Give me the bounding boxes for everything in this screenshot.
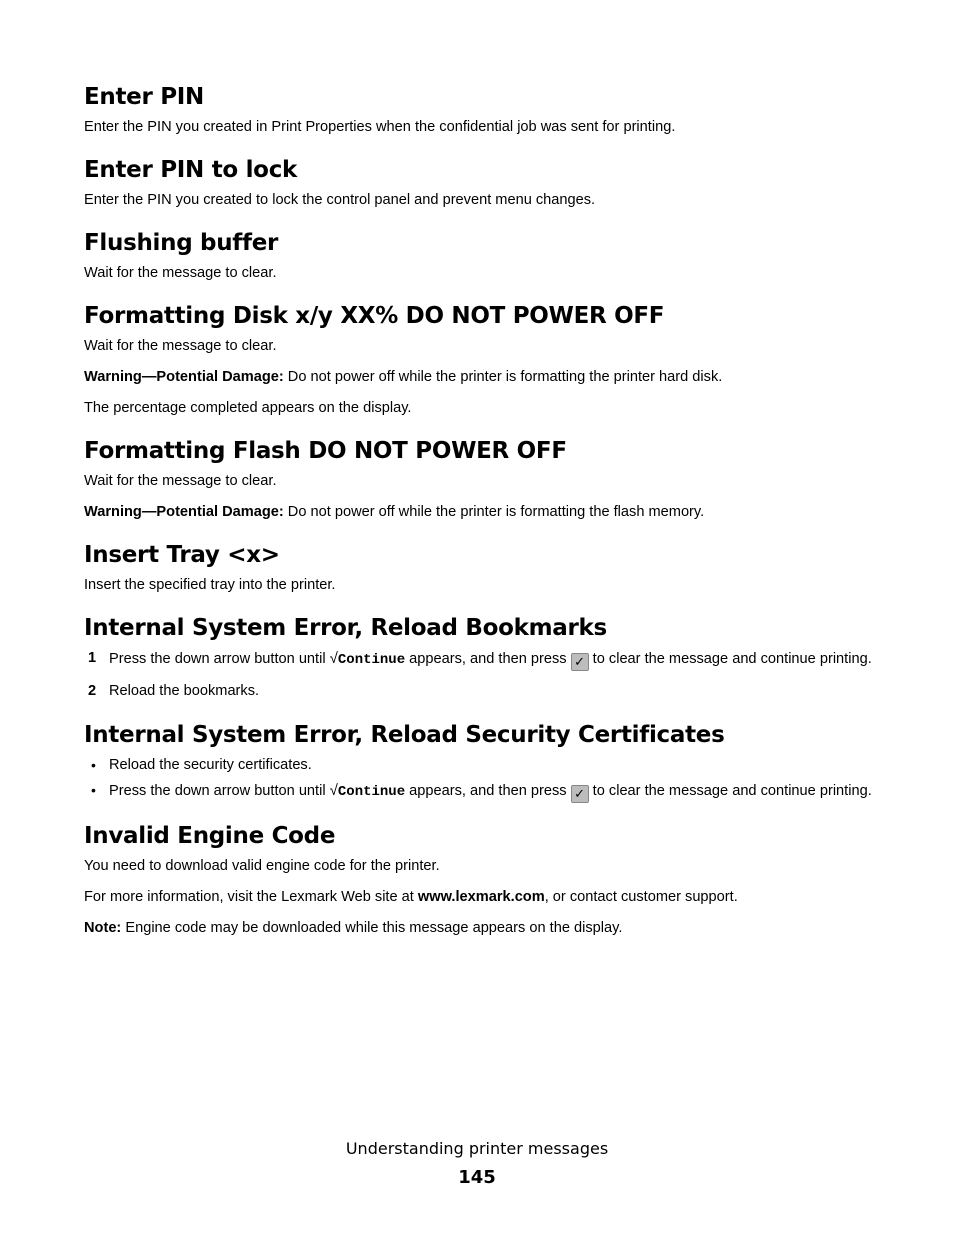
warning-paragraph [84, 367, 884, 387]
info-text: , or contact customer support. [544, 889, 738, 905]
continue-code: Continue [337, 784, 406, 800]
section-ise-bookmarks [84, 613, 884, 702]
page-footer [0, 1138, 954, 1188]
step-number: 2 [88, 683, 97, 699]
paragraph: Wait for the message to clear. [84, 338, 277, 354]
heading-insert-tray: Insert Tray <x> [84, 542, 280, 568]
note-text: Engine code may be downloaded while this message appears on the display. [121, 920, 623, 936]
checkmark-select-button-icon: ✓ [571, 785, 589, 803]
heading-ise-bookmarks: Internal System Error, Reload Bookmarks [84, 615, 607, 641]
continue-code: Continue [337, 652, 406, 668]
heading-formatting-disk: Formatting Disk x/y XX% DO NOT POWER OFF [84, 303, 665, 329]
section-enter-pin [84, 82, 884, 137]
paragraph: Enter the PIN you created to lock the control panel and prevent menu changes. [84, 192, 596, 208]
heading-formatting-flash: Formatting Flash DO NOT POWER OFF [84, 438, 567, 464]
paragraph: Insert the specified tray into the printer. [84, 577, 336, 593]
page-content [84, 82, 884, 956]
step-text: appears, and then press [405, 651, 571, 667]
heading-flushing-buffer: Flushing buffer [84, 230, 279, 256]
paragraph: Wait for the message to clear. [84, 265, 277, 281]
bullet-text: Reload the security certificates. [109, 757, 312, 773]
section-invalid-engine-code [84, 821, 884, 938]
section-formatting-flash [84, 436, 884, 522]
paragraph: Enter the PIN you created in Print Properties when the confidential job was sent for printing. [84, 119, 676, 135]
check-glyph: √ [329, 782, 338, 799]
info-paragraph [84, 887, 884, 907]
heading-enter-pin: Enter PIN [84, 84, 204, 110]
list-item [84, 681, 884, 702]
warning-text: Do not power off while the printer is formatting the printer hard disk. [283, 369, 723, 385]
paragraph: Wait for the message to clear. [84, 473, 277, 489]
section-formatting-disk [84, 301, 884, 418]
note-label: Note: [84, 920, 122, 936]
warning-label: Warning—Potential Damage: [84, 369, 284, 385]
bullet-text: to clear the message and continue printing. [588, 783, 872, 799]
list-item [84, 755, 884, 776]
warning-text: Do not power off while the printer is formatting the flash memory. [283, 504, 705, 520]
bullet-icon: • [91, 782, 96, 798]
step-text: Press the down arrow button until [109, 651, 330, 667]
list-item [84, 648, 884, 671]
section-insert-tray [84, 540, 884, 595]
heading-enter-pin-lock: Enter PIN to lock [84, 157, 298, 183]
steps-list [84, 648, 884, 702]
page-number: 145 [458, 1167, 496, 1188]
lexmark-link[interactable]: www.lexmark.com [417, 889, 545, 905]
check-glyph: √ [329, 650, 338, 667]
warning-paragraph [84, 502, 884, 522]
paragraph: You need to download valid engine code for the printer. [84, 858, 440, 874]
heading-invalid-engine-code: Invalid Engine Code [84, 823, 336, 849]
paragraph: The percentage completed appears on the display. [84, 400, 412, 416]
checkmark-select-button-icon: ✓ [571, 653, 589, 671]
heading-ise-certificates: Internal System Error, Reload Security Certificates [84, 722, 725, 748]
warning-label: Warning—Potential Damage: [84, 504, 284, 520]
bullet-text: appears, and then press [405, 783, 571, 799]
info-text: For more information, visit the Lexmark Web site at [84, 889, 418, 905]
section-enter-pin-lock [84, 155, 884, 210]
section-ise-certificates [84, 720, 884, 803]
list-item [84, 780, 884, 803]
bullet-text: Press the down arrow button until [109, 783, 330, 799]
section-flushing-buffer [84, 228, 884, 283]
footer-title: Understanding printer messages [345, 1139, 609, 1158]
bullet-list [84, 755, 884, 803]
step-text: to clear the message and continue printing. [588, 651, 872, 667]
note-paragraph [84, 918, 884, 938]
bullet-icon: • [91, 757, 96, 773]
step-number: 1 [88, 650, 97, 666]
step-text: Reload the bookmarks. [109, 683, 260, 699]
